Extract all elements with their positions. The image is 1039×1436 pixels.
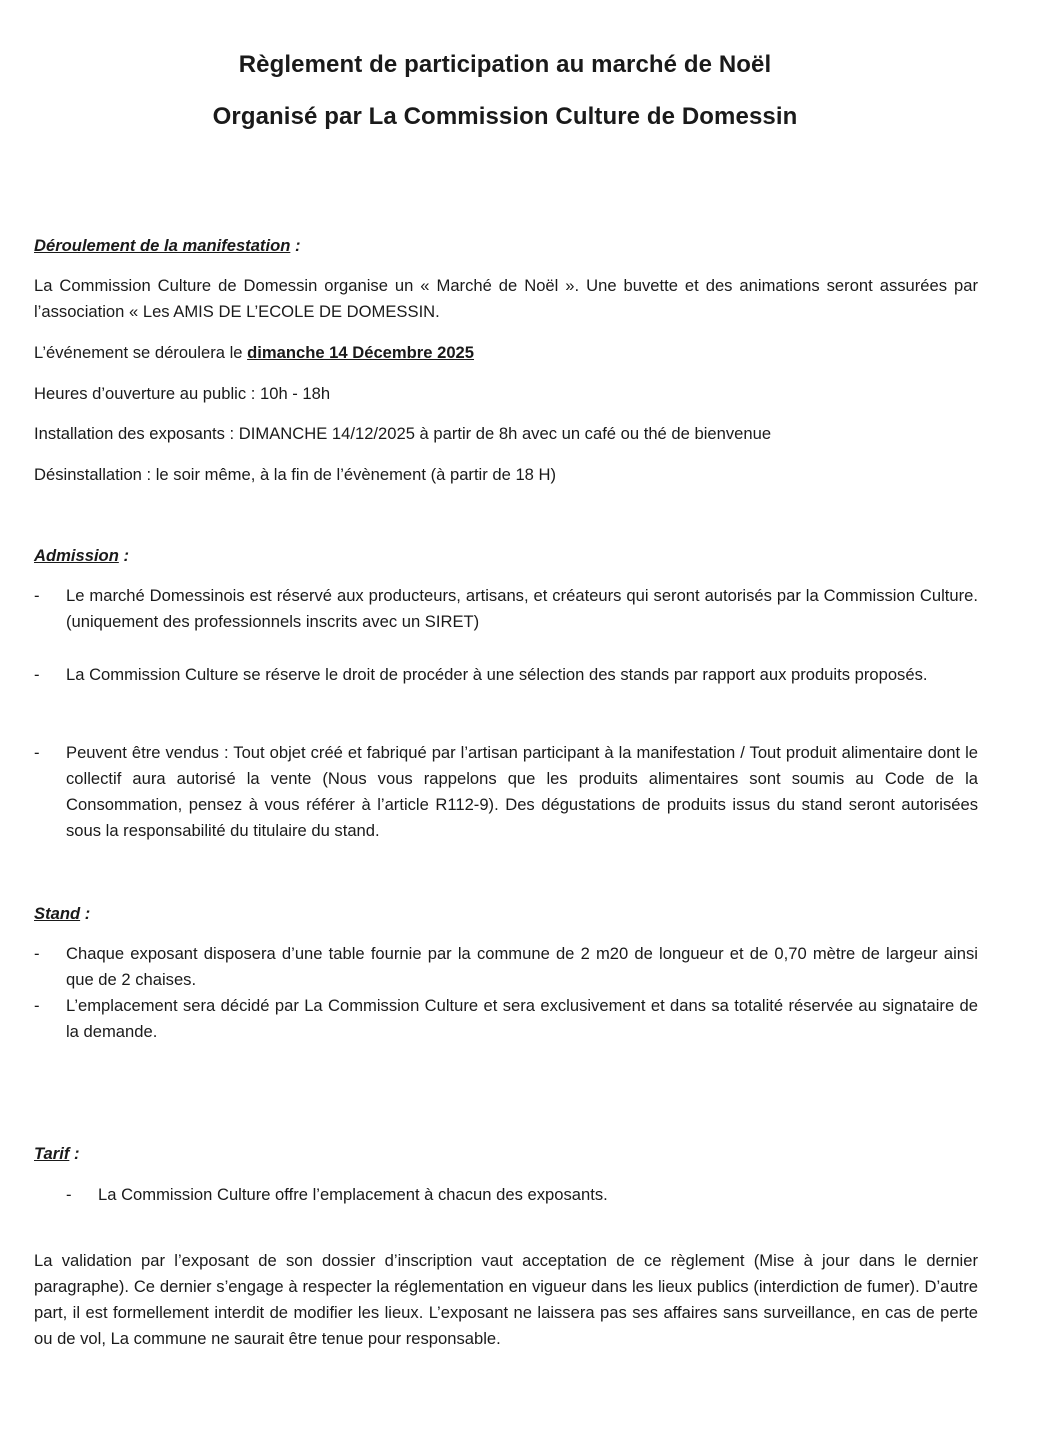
heading-suffix: : <box>80 904 91 923</box>
event-date: dimanche 14 Décembre 2025 <box>247 343 475 362</box>
list-item-tarif-1 <box>34 1182 978 1208</box>
paragraph-installation: Installation des exposants : DIMANCHE 14/12/2025 à partir de 8h avec un café ou thé de bienvenue <box>34 424 772 443</box>
bullet-dash: - <box>34 996 40 1015</box>
date-prefix: L’événement se déroulera le <box>34 343 248 362</box>
list-item-stand-2 <box>34 993 978 1045</box>
list-item-text: Le marché Domessinois est réservé aux producteurs, artisans, et créateurs qui seront autorisés par la Commission Culture. (uniquement des professionnels inscrits avec un SIRET) <box>66 586 978 631</box>
paragraph-intro: La Commission Culture de Domessin organise un « Marché de Noël ». Une buvette et des animations seront assurées par l’association « Les AMIS DE L’ECOLE DE DOMESSIN. <box>34 276 978 321</box>
list-item-admission-2 <box>34 662 978 688</box>
bullet-dash: - <box>66 1185 72 1204</box>
bullet-dash: - <box>34 944 40 963</box>
list-item-text: Peuvent être vendus : Tout objet créé et fabriqué par l’artisan participant à la manifestation / Tout produit alimentaire dont le collectif aura autorisé la vente (Nous vous rappelons que les produits alimentaires sont soumis au Code de la Consommation, pensez à vous référer à l’article R112-9). Des dégustations de produits issus du stand seront autorisées sous la responsabilité du titulaire du stand. <box>66 743 978 840</box>
paragraph-date <box>34 340 978 366</box>
paragraph-hours: Heures d’ouverture au public : 10h - 18h <box>34 384 331 403</box>
list-item-text: La Commission Culture offre l’emplacement à chacun des exposants. <box>98 1185 608 1204</box>
list-item-stand-1 <box>34 941 978 993</box>
section-heading-stand <box>34 901 978 927</box>
bullet-dash: - <box>34 586 40 605</box>
document-title: Règlement de participation au marché de Noël <box>238 51 772 78</box>
heading-text: Déroulement de la manifestation <box>34 236 291 255</box>
list-item-admission-3 <box>34 740 978 844</box>
paragraph-desinstallation: Désinstallation : le soir même, à la fin de l’évènement (à partir de 18 H) <box>34 465 557 484</box>
document-subtitle: Organisé par La Commission Culture de Domessin <box>212 103 798 130</box>
section-heading-admission <box>34 543 978 569</box>
list-item-text: Chaque exposant disposera d’une table fournie par la commune de 2 m20 de longueur et de 0,70 mètre de largeur ainsi que de 2 chaises. <box>66 944 978 989</box>
heading-suffix: : <box>290 236 301 255</box>
list-item-text: La Commission Culture se réserve le droit de procéder à une sélection des stands par rapport aux produits proposés. <box>66 665 928 684</box>
section-heading-deroulement <box>34 233 978 259</box>
list-item-admission-1 <box>34 583 978 635</box>
heading-text: Admission <box>34 546 119 565</box>
heading-text: Stand <box>34 904 81 923</box>
bullet-dash: - <box>34 665 40 684</box>
heading-suffix: : <box>118 546 129 565</box>
heading-suffix: : <box>69 1144 80 1163</box>
heading-text: Tarif <box>34 1144 70 1163</box>
section-heading-tarif <box>34 1141 978 1167</box>
bullet-dash: - <box>34 743 40 762</box>
list-item-text: L’emplacement sera décidé par La Commission Culture et sera exclusivement et dans sa totalité réservée au signataire de la demande. <box>66 996 978 1041</box>
paragraph-closing: La validation par l’exposant de son dossier d’inscription vaut acceptation de ce règlement (Mise à jour dans le dernier paragraphe). Ce dernier s’engage à respecter la réglementation en vigueur dans les lieux publics (interdiction de fumer). D’autre part, il est formellement interdit de modifier les lieux. L’exposant ne laissera pas ses affaires sans surveillance, en cas de perte ou de vol, La commune ne saurait être tenue pour responsable. <box>34 1251 978 1348</box>
